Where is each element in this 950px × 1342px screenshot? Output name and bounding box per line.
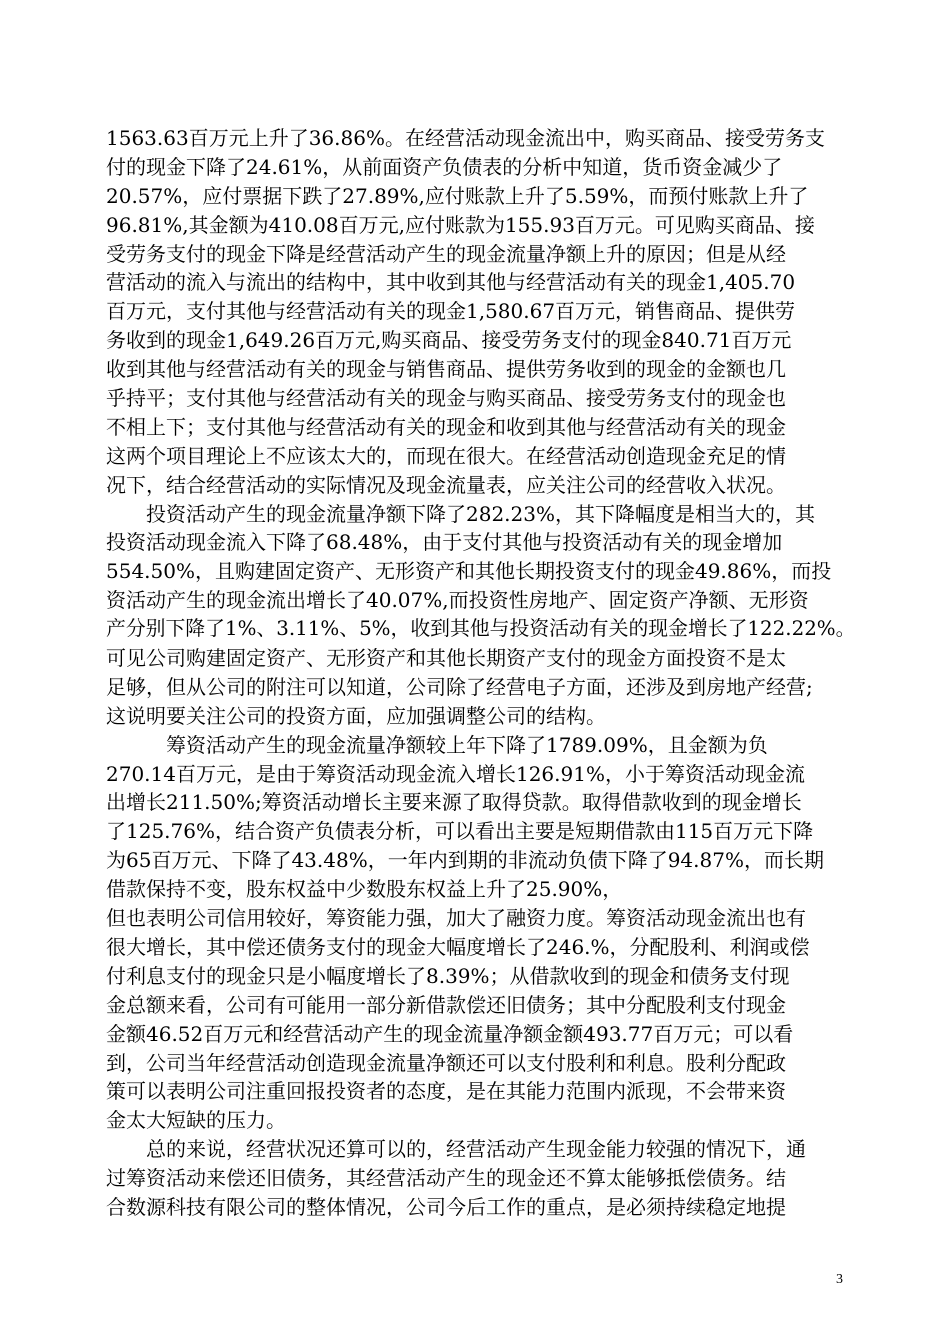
text-line: 1563.63百万元上升了36.86%。在经营活动现金流出中，购买商品、接受劳务支 (106, 126, 825, 150)
text-line: 到，公司当年经营活动创造现金流量净额还可以支付股利和利息。股利分配政 (106, 1050, 786, 1075)
text-line: 出增长211.50%;筹资活动增长主要来源了取得贷款。取得借款收到的现金增长 (106, 790, 802, 815)
text-line: 乎持平；支付其他与经营活动有关的现金与购买商品、接受劳务支付的现金也 (106, 386, 786, 411)
text-line: 了125.76%，结合资产负债表分析，可以看出主要是短期借款由115百万元下降 (106, 819, 814, 844)
text-line: 策可以表明公司注重回报投资者的态度，是在其能力范围内派现，不会带来资 (106, 1079, 786, 1104)
text-line: 营活动的流入与流出的结构中，其中收到其他与经营活动有关的现金1,405.70 (106, 270, 796, 295)
text-line: 务收到的现金1,649.26百万元,购买商品、接受劳务支付的现金840.71百万元 (106, 328, 792, 353)
text-line: 96.81%,其金额为410.08百万元,应付账款为155.93百万元。可见购买商品、接 (106, 212, 815, 237)
text-line: 20.57%，应付票据下跌了27.89%,应付账款上升了5.59%，而预付账款上升了 (106, 183, 809, 208)
text-line: 554.50%，且购建固定资产、无形资产和其他长期投资支付的现金49.86%，而投 (106, 559, 832, 584)
text-line: 过筹资活动来偿还旧债务，其经营活动产生的现金还不算太能够抵偿债务。结 (106, 1166, 786, 1191)
text-line: 投资活动产生的现金流量净额下降了282.23%，其下降幅度是相当大的，其 (106, 501, 815, 526)
text-line: 产分别下降了1%、3.11%、5%，收到其他与投资活动有关的现金增长了122.22%。 (106, 617, 856, 641)
text-line: 这两个项目理论上不应该太大的，而现在很大。在经营活动创造现金充足的情 (106, 443, 786, 468)
text-line: 金总额来看，公司有可能用一部分新借款偿还旧债务；其中分配股利支付现金 (106, 992, 786, 1017)
text-line: 总的来说，经营状况还算可以的，经营活动产生现金能力较强的情况下，通 (106, 1137, 806, 1162)
text-line: 合数源科技有限公司的整体情况，公司今后工作的重点，是必须持续稳定地提 (106, 1194, 786, 1219)
text-line: 可见公司购建固定资产、无形资产和其他长期资产支付的现金方面投资不是太 (106, 646, 786, 671)
text-line: 收到其他与经营活动有关的现金与销售商品、提供劳务收到的现金的金额也几 (106, 357, 786, 382)
text-line: 借款保持不变，股东权益中少数股东权益上升了25.90%， (106, 877, 623, 902)
text-line: 付利息支付的现金只是小幅度增长了8.39%；从借款收到的现金和债务支付现 (106, 963, 790, 988)
text-line: 不相上下；支付其他与经营活动有关的现金和收到其他与经营活动有关的现金 (106, 414, 786, 439)
text-line: 但也表明公司信用较好，筹资能力强，加大了融资力度。筹资活动现金流出也有 (106, 906, 806, 931)
body-text (106, 124, 856, 1222)
text-line: 金额46.52百万元和经营活动产生的现金流量净额金额493.77百万元；可以看 (106, 1021, 794, 1046)
text-line: 况下，结合经营活动的实际情况及现金流量表，应关注公司的经营收入状况。 (106, 472, 786, 497)
text-line: 百万元，支付其他与经营活动有关的现金1,580.67百万元，销售商品、提供劳 (106, 299, 796, 324)
text-line: 足够，但从公司的附注可以知道，公司除了经营电子方面，还涉及到房地产经营; (106, 674, 813, 699)
text-line: 资活动产生的现金流出增长了40.07%,而投资性房地产、固定资产净额、无形资 (106, 588, 809, 613)
text-line: 投资活动现金流入下降了68.48%，由于支付其他与投资活动有关的现金增加 (106, 530, 783, 555)
text-line: 这说明要关注公司的投资方面，应加强调整公司的结构。 (106, 703, 606, 728)
text-line: 受劳务支付的现金下降是经营活动产生的现金流量净额上升的原因；但是从经 (106, 241, 786, 266)
text-line: 为65百万元、下降了43.48%，一年内到期的非流动负债下降了94.87%，而长期 (106, 848, 824, 873)
text-line: 筹资活动产生的现金流量净额较上年下降了1789.09%，且金额为负 (106, 732, 768, 757)
page-number: 3 (836, 1272, 843, 1287)
text-line: 付的现金下降了24.61%，从前面资产负债表的分析中知道，货币资金减少了 (106, 154, 783, 179)
text-line: 金太大短缺的压力。 (106, 1108, 286, 1133)
text-line: 很大增长，其中偿还债务支付的现金大幅度增长了246.%，分配股利、利润或偿 (106, 934, 810, 959)
text-line: 270.14百万元，是由于筹资活动现金流入增长126.91%，小于筹资活动现金流 (106, 761, 805, 786)
